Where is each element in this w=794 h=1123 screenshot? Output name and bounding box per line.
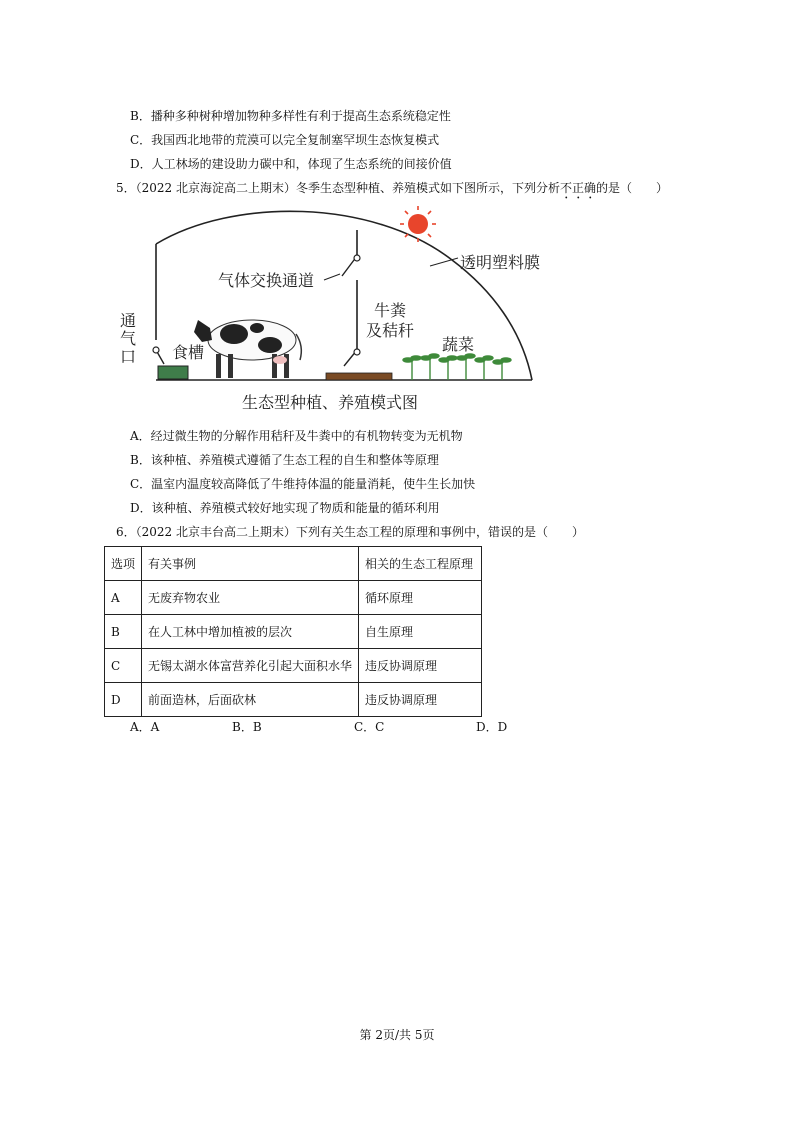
table-row xyxy=(105,683,482,717)
label-vent-1: 通 xyxy=(120,311,137,330)
gas-channel-knob-lower xyxy=(354,349,360,355)
cow-icon xyxy=(194,320,301,378)
table-cell: 在人工林中增加植被的层次 xyxy=(142,615,359,649)
table-cell: 无废弃物农业 xyxy=(142,581,359,615)
manure-straw-bed xyxy=(326,373,392,380)
label-manure-2: 及秸秆 xyxy=(366,321,415,340)
table-cell: D xyxy=(105,683,142,717)
table-header-cell: 选项 xyxy=(105,547,142,581)
table-cell: 自生原理 xyxy=(359,615,482,649)
table-cell: C xyxy=(105,649,142,683)
table-cell: 违反协调原理 xyxy=(359,649,482,683)
q6-answer-d: D．D xyxy=(476,720,508,734)
table-cell: A xyxy=(105,581,142,615)
label-manure-1: 牛粪 xyxy=(374,301,407,320)
table-cell: 循环原理 xyxy=(359,581,482,615)
table-row xyxy=(105,649,482,683)
label-gas-exchange-channel: 气体交换通道 xyxy=(218,271,315,290)
table-header-row xyxy=(105,547,482,581)
q5-stem xyxy=(116,180,668,202)
table-header-cell: 有关事例 xyxy=(142,547,359,581)
q5-option-c: C．温室内温度较高降低了牛维持体温的能量消耗，使牛生长加快 xyxy=(130,477,476,491)
food-trough xyxy=(158,366,188,379)
q6-answer-a: A．A xyxy=(130,720,160,734)
q5-stem-emphasis: 不正确 xyxy=(560,181,597,195)
q6-answer-c: C．C xyxy=(354,720,385,734)
label-vegetable: 蔬菜 xyxy=(442,335,475,354)
label-vent-3: 口 xyxy=(120,347,137,366)
q6-table xyxy=(104,546,482,717)
q5-option-b: B．该种植、养殖模式遵循了生态工程的自生和整体等原理 xyxy=(130,453,439,467)
vegetable-plants-icon xyxy=(403,354,511,380)
sun-icon xyxy=(400,206,436,242)
table-row xyxy=(105,581,482,615)
q5-option-a: A．经过微生物的分解作用秸秆及牛粪中的有机物转变为无机物 xyxy=(130,429,463,443)
page-footer: 第 2页/共 5页 xyxy=(359,1028,435,1042)
label-vent-2: 气 xyxy=(120,329,137,348)
q4-option-d: D．人工林场的建设助力碳中和，体现了生态系统的间接价值 xyxy=(130,157,452,171)
q5-stem-before: 5．（2022 北京海淀高二上期末）冬季生态型种植、养殖模式如下图所示，下列分析 xyxy=(116,181,560,195)
table-cell: B xyxy=(105,615,142,649)
table-header-cell: 相关的生态工程原理 xyxy=(359,547,482,581)
gas-channel-knob-upper xyxy=(354,255,360,261)
q4-option-b: B．播种多种树种增加物种多样性有利于提高生态系统稳定性 xyxy=(130,109,451,123)
q6-stem: 6．（2022 北京丰台高二上期末）下列有关生态工程的原理和事例中，错误的是（ ） xyxy=(116,525,584,539)
table-cell: 违反协调原理 xyxy=(359,683,482,717)
q4-option-c: C．我国西北地带的荒漠可以完全复制塞罕坝生态恢复模式 xyxy=(130,133,440,147)
table-cell: 无锡太湖水体富营养化引起大面积水华 xyxy=(142,649,359,683)
q5-option-d: D．该种植、养殖模式较好地实现了物质和能量的循环利用 xyxy=(130,501,440,515)
q6-answer-b: B．B xyxy=(232,720,262,734)
label-food-trough: 食槽 xyxy=(172,343,205,362)
diagram-caption: 生态型种植、养殖模式图 xyxy=(242,393,419,412)
table-cell: 前面造林，后面砍林 xyxy=(142,683,359,717)
label-transparent-film: 透明塑料膜 xyxy=(460,253,541,272)
greenhouse-roof xyxy=(156,211,532,380)
ecological-greenhouse-diagram xyxy=(112,200,552,420)
vent-knob xyxy=(153,347,159,353)
q5-stem-after: 的是（ ） xyxy=(596,181,669,195)
table-row xyxy=(105,615,482,649)
